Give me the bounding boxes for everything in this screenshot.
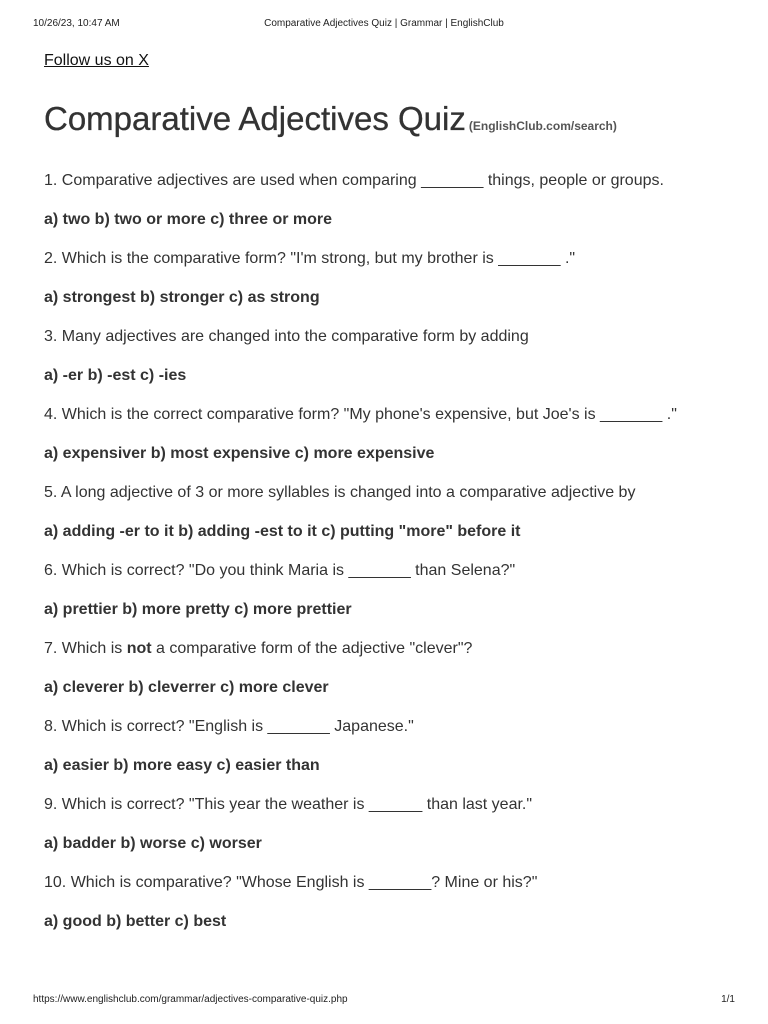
print-page-number: 1/1	[721, 994, 735, 1005]
question-8: 8. Which is correct? "English is _______ Japanese."	[44, 718, 414, 735]
page-title-source: (EnglishClub.com/search)	[468, 119, 617, 133]
question-2: 2. Which is the comparative form? "I'm strong, but my brother is _______ ."	[44, 250, 576, 267]
page-title-main: Comparative Adjectives Quiz	[44, 100, 466, 137]
answers-10: a) good b) better c) best	[44, 913, 227, 930]
question-7-before: 7. Which is	[44, 640, 127, 657]
print-url: https://www.englishclub.com/grammar/adjectives-comparative-quiz.php	[33, 994, 348, 1005]
answers-8: a) easier b) more easy c) easier than	[44, 757, 320, 774]
answers-4: a) expensiver b) most expensive c) more expensive	[44, 445, 435, 462]
page-title	[44, 100, 617, 138]
question-7-after: a comparative form of the adjective "clever"?	[151, 640, 473, 657]
answers-5: a) adding -er to it b) adding -est to it c) putting "more" before it	[44, 523, 521, 540]
question-7	[44, 638, 734, 660]
question-4: 4. Which is the correct comparative form? "My phone's expensive, but Joe's is _______ ."	[44, 406, 677, 423]
print-date: 10/26/23, 10:47 AM	[33, 18, 120, 29]
question-10: 10. Which is comparative? "Whose English is _______? Mine or his?"	[44, 874, 538, 891]
question-5: 5. A long adjective of 3 or more syllables is changed into a comparative adjective by	[44, 484, 636, 501]
question-1: 1. Comparative adjectives are used when comparing _______ things, people or groups.	[44, 172, 664, 189]
answers-3: a) -er b) -est c) -ies	[44, 367, 187, 384]
print-header	[33, 18, 735, 32]
print-footer	[33, 994, 735, 1008]
answers-9: a) badder b) worse c) worser	[44, 835, 262, 852]
question-9: 9. Which is correct? "This year the weather is ______ than last year."	[44, 796, 533, 813]
answers-1: a) two b) two or more c) three or more	[44, 211, 333, 228]
question-3: 3. Many adjectives are changed into the comparative form by adding	[44, 328, 529, 345]
follow-us-link[interactable]: Follow us on X	[44, 52, 149, 69]
answers-6: a) prettier b) more pretty c) more prettier	[44, 601, 352, 618]
question-7-emphasis: not	[126, 640, 152, 657]
answers-7: a) cleverer b) cleverrer c) more clever	[44, 679, 329, 696]
print-page-title: Comparative Adjectives Quiz | Grammar | EnglishClub	[264, 18, 504, 29]
quiz-list	[44, 170, 734, 950]
question-6: 6. Which is correct? "Do you think Maria is _______ than Selena?"	[44, 562, 516, 579]
answers-2: a) strongest b) stronger c) as strong	[44, 289, 320, 306]
